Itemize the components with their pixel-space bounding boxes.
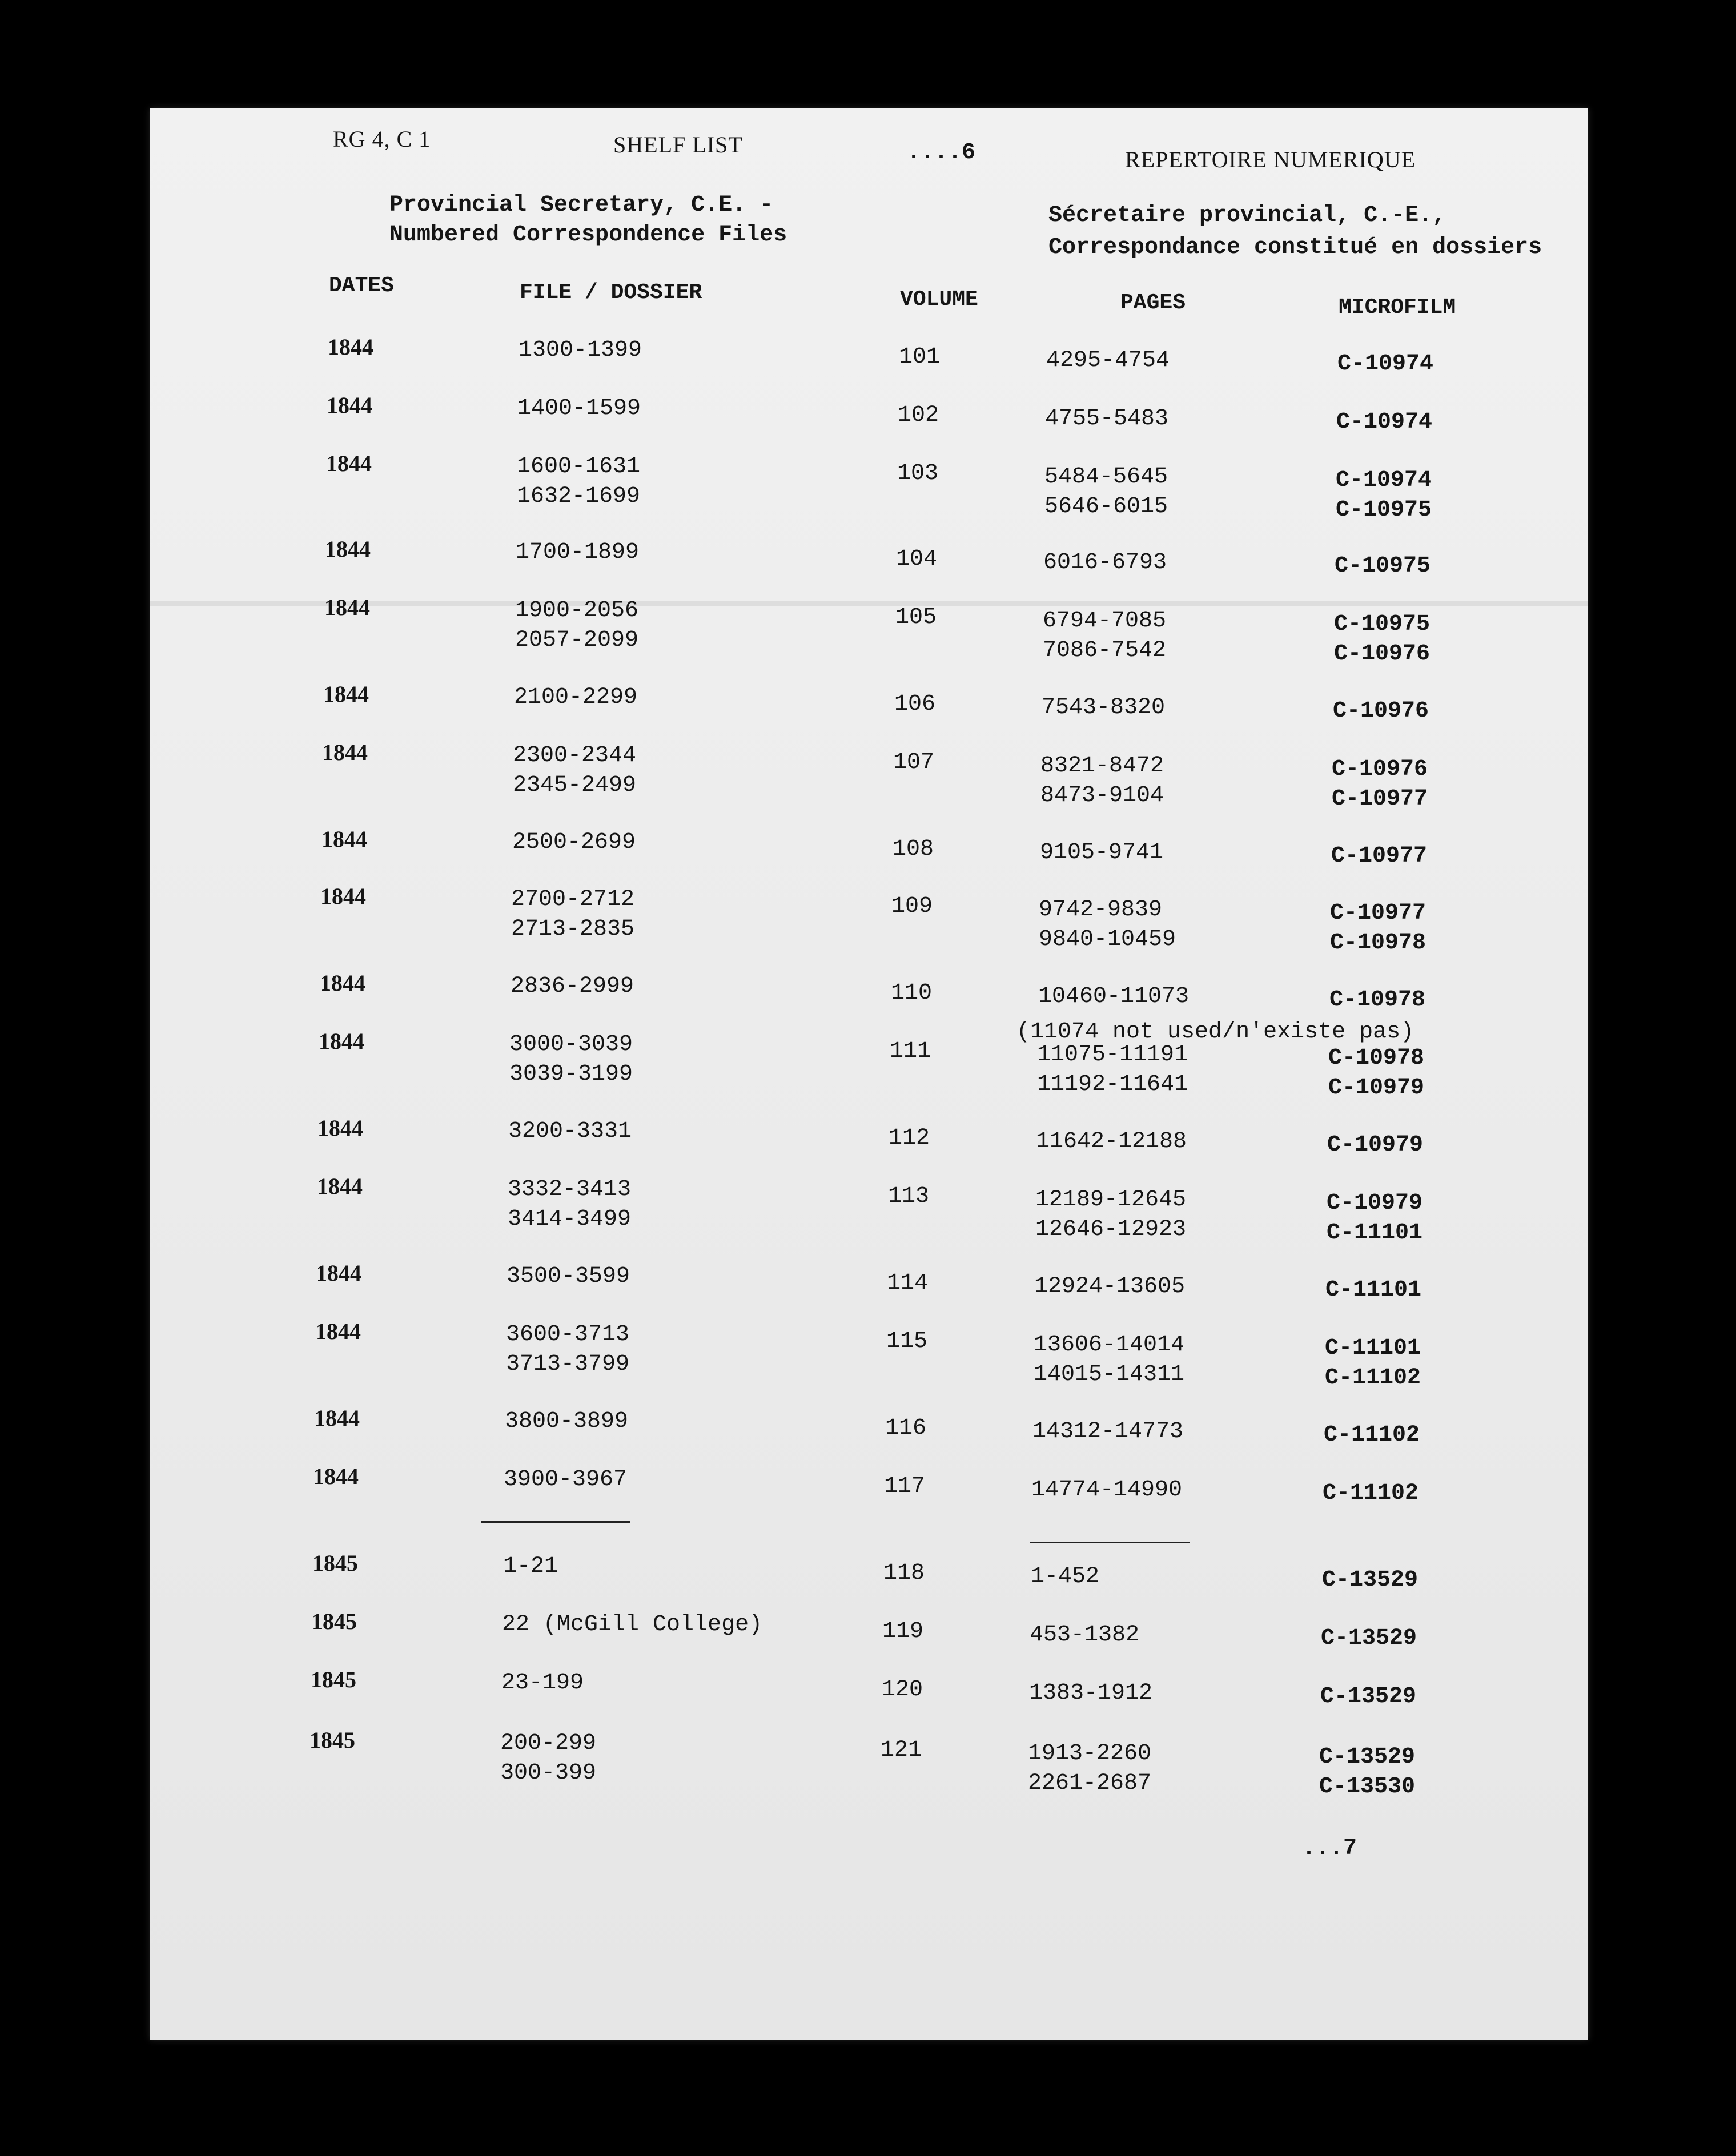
row-pages: 14312-14773: [1032, 1419, 1184, 1445]
separator-rule-pages: [1030, 1542, 1190, 1543]
row-file-range: 3414-3499: [508, 1206, 632, 1232]
row-file-range: 3713-3799: [506, 1351, 630, 1377]
row-pages: 6794-7085: [1043, 608, 1167, 634]
row-pages: 13606-14014: [1034, 1332, 1185, 1358]
row-date: 1844: [325, 536, 371, 562]
title-en-line2: Numbered Correspondence Files: [389, 222, 787, 248]
row-microfilm: C-10978: [1330, 930, 1426, 956]
separator-rule-files: [481, 1521, 630, 1523]
row-date: 1845: [311, 1608, 357, 1634]
row-volume: 103: [897, 461, 939, 486]
row-file-range: 1900-2056: [515, 598, 639, 624]
row-pages: 1-452: [1031, 1564, 1100, 1590]
row-date: 1844: [317, 1173, 363, 1199]
row-volume: 115: [886, 1329, 928, 1354]
row-file-range: 1632-1699: [517, 484, 641, 509]
row-microfilm: C-10975: [1335, 553, 1431, 579]
row-file-range: 3332-3413: [508, 1177, 632, 1202]
shelf-list-label: SHELF LIST: [613, 132, 743, 158]
row-microfilm: C-11102: [1323, 1481, 1419, 1506]
column-header-pages: PAGES: [1120, 291, 1186, 315]
row-microfilm: C-10977: [1331, 843, 1428, 869]
row-microfilm: C-10978: [1328, 1045, 1425, 1071]
row-pages: 9105-9741: [1040, 840, 1164, 866]
row-volume: 110: [891, 980, 933, 1006]
row-file-range: 22 (McGill College): [502, 1612, 763, 1638]
row-pages: 11642-12188: [1036, 1129, 1187, 1155]
row-pages: 8321-8472: [1040, 753, 1164, 779]
row-file-range: 1600-1631: [517, 454, 641, 480]
row-file-range: 23-199: [501, 1670, 584, 1696]
row-file-range: 3000-3039: [509, 1032, 633, 1057]
row-volume: 105: [895, 605, 937, 630]
row-file-range: 2345-2499: [513, 773, 637, 798]
row-file-range: 2300-2344: [513, 743, 637, 769]
row-volume: 104: [896, 546, 938, 572]
row-microfilm: C-10976: [1334, 641, 1430, 667]
row-microfilm: C-10974: [1337, 351, 1434, 377]
row-volume: 112: [889, 1125, 930, 1151]
row-pages: 14015-14311: [1034, 1362, 1185, 1387]
row-file-range: 3200-3331: [508, 1119, 632, 1144]
row-microfilm: C-11101: [1325, 1336, 1421, 1361]
row-volume: 109: [891, 894, 933, 919]
row-volume: 108: [893, 836, 934, 862]
row-date: 1844: [322, 826, 367, 852]
row-microfilm: C-10978: [1329, 987, 1426, 1013]
row-pages: 7543-8320: [1042, 695, 1166, 721]
row-pages: 12646-12923: [1035, 1217, 1187, 1242]
row-file-range: 1-21: [503, 1554, 558, 1579]
row-pages: 5484-5645: [1044, 464, 1168, 490]
title-en-line1: Provincial Secretary, C.E. -: [389, 192, 774, 218]
row-pages: 1383-1912: [1029, 1680, 1153, 1706]
row-date: 1844: [318, 1115, 363, 1141]
row-file-range: 2100-2299: [514, 685, 638, 710]
row-file-range: 2836-2999: [511, 974, 634, 999]
row-file-range: 3039-3199: [509, 1061, 633, 1087]
row-file-range: 3800-3899: [505, 1409, 629, 1434]
repertoire-label: REPERTOIRE NUMERIQUE: [1125, 147, 1416, 172]
row-file-range: 2713-2835: [511, 916, 635, 942]
row-pages: 4295-4754: [1046, 348, 1170, 373]
row-date: 1844: [319, 1028, 364, 1054]
row-pages: 7086-7542: [1043, 638, 1167, 663]
row-microfilm: C-10974: [1336, 468, 1432, 493]
row-file-range: 2700-2712: [511, 887, 635, 912]
row-pages: 5646-6015: [1044, 494, 1168, 520]
row-date: 1845: [312, 1550, 358, 1576]
row-date: 1844: [322, 739, 368, 765]
row-volume: 120: [882, 1677, 923, 1703]
row-date: 1845: [310, 1727, 355, 1753]
row-volume: 118: [883, 1560, 925, 1586]
row-pages: 4755-5483: [1045, 406, 1169, 432]
row-pages: 12189-12645: [1035, 1187, 1187, 1213]
row-microfilm: C-11102: [1325, 1365, 1421, 1391]
row-microfilm: C-10974: [1336, 409, 1433, 435]
column-header-microfilm: MICROFILM: [1339, 295, 1456, 320]
row-volume: 106: [894, 691, 936, 717]
row-date: 1844: [313, 1463, 359, 1489]
row-microfilm: C-10979: [1328, 1075, 1425, 1101]
row-volume: 119: [882, 1619, 924, 1644]
row-date: 1844: [316, 1260, 361, 1286]
row-date: 1844: [320, 970, 365, 996]
row-microfilm: C-10979: [1327, 1190, 1423, 1216]
row-microfilm: C-10979: [1327, 1132, 1424, 1158]
row-date: 1844: [315, 1318, 361, 1344]
column-header-file: FILE / DOSSIER: [520, 280, 702, 305]
row-pages: 8473-9104: [1040, 783, 1164, 808]
row-microfilm: C-13530: [1319, 1774, 1416, 1800]
row-file-range: 1400-1599: [517, 396, 641, 421]
row-date: 1844: [327, 392, 372, 418]
row-date: 1844: [314, 1405, 360, 1431]
row-microfilm: C-13529: [1322, 1567, 1418, 1593]
row-file-range: 200-299: [500, 1731, 597, 1756]
row-volume: 117: [884, 1474, 926, 1499]
row-volume: 113: [888, 1184, 930, 1209]
row-pages: 1913-2260: [1028, 1741, 1152, 1767]
row-file-range: 300-399: [500, 1760, 597, 1786]
row-pages: 11192-11641: [1037, 1072, 1188, 1097]
row-file-range: 2500-2699: [512, 830, 636, 855]
column-header-volume: VOLUME: [900, 287, 978, 312]
row-file-range: 3600-3713: [506, 1322, 630, 1348]
row-volume: 102: [898, 403, 939, 428]
row-volume: 101: [899, 344, 941, 370]
row-microfilm: C-10976: [1333, 698, 1429, 724]
row-microfilm: C-13529: [1321, 1626, 1417, 1651]
row-microfilm: C-10977: [1332, 786, 1428, 812]
row-volume: 107: [893, 750, 935, 775]
row-date: 1845: [311, 1667, 356, 1692]
row-file-range: 3500-3599: [507, 1264, 630, 1289]
title-fr-line1: Sécretaire provincial, C.-E.,: [1048, 203, 1446, 228]
next-page-marker: ...7: [1302, 1836, 1357, 1861]
row-volume: 114: [887, 1270, 929, 1296]
row-microfilm: C-10977: [1330, 900, 1426, 926]
row-date: 1844: [323, 681, 369, 707]
row-microfilm: C-10975: [1336, 497, 1432, 523]
row-pages: 10460-11073: [1038, 984, 1190, 1009]
column-header-dates: DATES: [329, 273, 395, 298]
row-pages: 453-1382: [1030, 1622, 1140, 1648]
row-date: 1844: [320, 883, 366, 909]
page-marker: ....6: [907, 140, 976, 166]
unused-page-note: (11074 not used/n'existe pas): [1016, 1019, 1414, 1045]
row-file-range: 1300-1399: [519, 337, 642, 363]
row-pages: 12924-13605: [1034, 1274, 1186, 1300]
record-group-ref: RG 4, C 1: [333, 126, 431, 152]
row-volume: 121: [881, 1737, 922, 1763]
row-pages: 2261-2687: [1028, 1771, 1152, 1796]
row-volume: 111: [890, 1039, 931, 1064]
row-file-range: 2057-2099: [515, 628, 639, 653]
row-microfilm: C-11101: [1325, 1277, 1422, 1303]
row-microfilm: C-10975: [1334, 612, 1430, 637]
row-pages: 14774-14990: [1031, 1477, 1183, 1503]
row-microfilm: C-13529: [1319, 1744, 1416, 1770]
title-fr-line2: Correspondance constitué en dossiers: [1048, 235, 1542, 260]
row-file-range: 3900-3967: [504, 1467, 628, 1493]
row-date: 1844: [328, 334, 373, 360]
row-date: 1844: [324, 594, 370, 620]
row-pages: 11075-11191: [1037, 1042, 1188, 1068]
row-microfilm: C-13529: [1320, 1684, 1417, 1709]
row-pages: 9840-10459: [1039, 927, 1176, 952]
row-pages: 9742-9839: [1039, 897, 1163, 923]
row-microfilm: C-11102: [1324, 1422, 1420, 1448]
row-file-range: 1700-1899: [516, 540, 640, 565]
row-microfilm: C-11101: [1327, 1220, 1423, 1246]
row-volume: 116: [885, 1415, 927, 1441]
row-pages: 6016-6793: [1043, 550, 1167, 576]
row-microfilm: C-10976: [1332, 757, 1428, 782]
row-date: 1844: [326, 450, 372, 476]
